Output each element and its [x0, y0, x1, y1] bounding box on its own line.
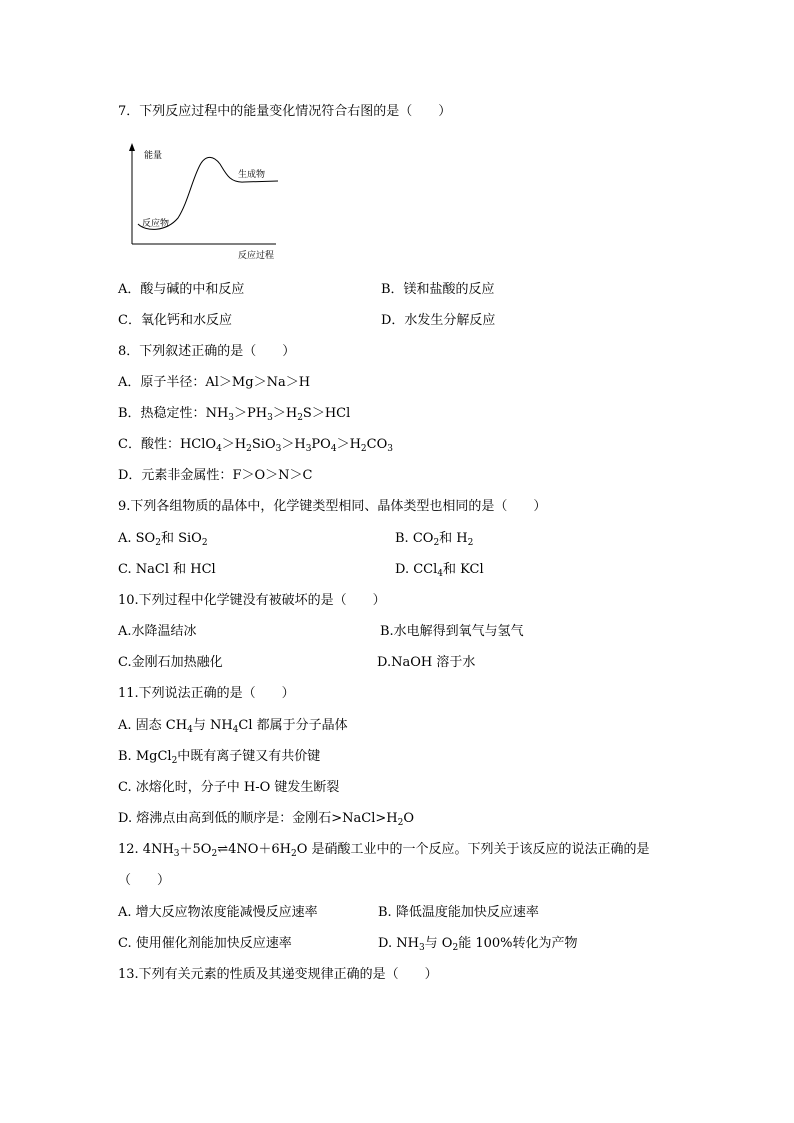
- q7-stem: 7．下列反应过程中的能量变化情况符合右图的是（ ）: [118, 104, 452, 119]
- reactant-label: 反应物: [142, 219, 170, 229]
- q11-option-a: A. 固态 $CH_4$与 $NH_4Cl$ 都属于分子晶体: [118, 718, 348, 735]
- q7-option-d: D．水发生分解反应: [381, 313, 496, 328]
- q12-stem-continuation: （ ）: [118, 873, 171, 888]
- q8-option-d: D．元素非金属性：F＞O＞N＞C: [118, 468, 313, 483]
- q9-option-b: B. $CO_2$和 $H_2$: [395, 531, 474, 548]
- q9-stem: 9.下列各组物质的晶体中，化学键类型相同、晶体类型也相同的是（ ）: [118, 499, 547, 514]
- q8-option-a: A．原子半径：Al＞Mg＞Na＞H: [118, 375, 311, 390]
- q9-option-c: C. NaCl 和 HCl: [118, 562, 216, 577]
- q11-option-b: B. MgCl$_2$中既有离子键又有共价键: [118, 749, 321, 766]
- q9-option-a: A. $SO_2$和 SiO$_2$: [118, 531, 208, 548]
- q12-stem: 12. $4NH_3+5O_2\rightleftharpoons 4NO+6H_2O$ 是硝酸工业中的一个反应。下列关于该反应的说法正确的是: [118, 842, 650, 859]
- q8-option-c: C．酸性：$HClO_4>H_2SiO_3>H_3PO_4>H_2CO_3$: [118, 437, 393, 454]
- q13-stem: 13.下列有关元素的性质及其递变规律正确的是（ ）: [118, 967, 438, 982]
- x-axis-label: 反应过程: [238, 251, 275, 261]
- q12-option-b: B. 降低温度能加快反应速率: [378, 905, 539, 920]
- reversible-arrow-icon: ⇌: [217, 842, 229, 857]
- q12-option-d: D. $NH_3$与 $O_2$能 100%转化为产物: [378, 936, 578, 953]
- y-axis-label: 能量: [144, 151, 163, 161]
- q9-option-d: D. CCl$_4$和 KCl: [395, 562, 484, 579]
- y-axis-arrow: [129, 143, 135, 151]
- q12-option-c: C. 使用催化剂能加快反应速率: [118, 936, 292, 951]
- q10-option-b: B.水电解得到氧气与氢气: [380, 624, 524, 639]
- q11-option-d: D. 熔沸点由高到低的顺序是：金刚石$>NaCl>H_2O$: [118, 811, 414, 828]
- q10-option-c: C.金刚石加热融化: [118, 655, 223, 670]
- energy-diagram: [118, 140, 288, 265]
- q7-option-a: A．酸与碱的中和反应: [118, 282, 245, 297]
- q7-option-b: B．镁和盐酸的反应: [381, 282, 495, 297]
- product-label: 生成物: [238, 170, 266, 180]
- q10-option-a: A.水降温结冰: [118, 624, 197, 639]
- q10-stem: 10.下列过程中化学键没有被破坏的是（ ）: [118, 593, 386, 608]
- q11-stem: 11.下列说法正确的是（ ）: [118, 686, 295, 701]
- q12-option-a: A. 增大反应物浓度能减慢反应速率: [118, 905, 318, 920]
- q10-option-d: D.NaOH 溶于水: [377, 655, 476, 670]
- q8-option-b: B．热稳定性：$NH_3>PH_3>H_2S>HCl$: [118, 406, 351, 423]
- q7-option-c: C．氧化钙和水反应: [118, 313, 232, 328]
- q11-option-c: C. 冰熔化时，分子中 H-O 键发生断裂: [118, 780, 340, 795]
- q8-stem: 8．下列叙述正确的是（ ）: [118, 344, 296, 359]
